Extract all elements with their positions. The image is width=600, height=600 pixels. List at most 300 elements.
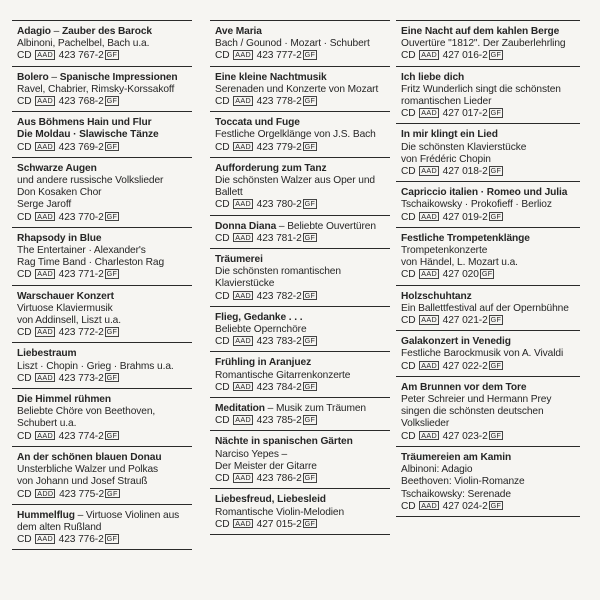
format-label: CD [215,290,230,302]
album-title [17,233,192,245]
format-label: CD [17,50,32,62]
catalog-number-line [215,473,390,485]
catalog-number-line [17,534,192,546]
label-badge: GF [106,50,118,60]
album-description-line: Liszt · Chopin · Grieg · Brahms u.a. [17,360,174,372]
album-entry [396,330,580,376]
album-title-main: Flieg, Gedanke . . . [215,311,303,323]
recording-code-badge: AAD [421,315,437,325]
album-description-line: Ouvertüre "1812". Der Zauberlehrling [401,38,566,50]
album-entry [210,20,390,66]
recording-code-badge: AAD [37,534,53,544]
album-entry [396,66,580,124]
album-title [17,26,192,38]
catalog-number: 427 021-2 [442,315,488,327]
album-entry [12,342,192,388]
album-description-line: Festliche Orgelklänge von J.S. Bach [215,129,376,141]
album-title [17,117,192,129]
catalog-number: 423 767-2 [58,50,104,62]
catalog-number: 423 782-2 [256,290,302,302]
format-label: CD [17,430,32,442]
recording-code-badge: AAD [421,166,437,176]
format-label: CD [215,50,230,62]
album-description-line: Beliebte Chöre von Beethoven, [17,406,156,418]
album-description-line: Festliche Barockmusik von A. Vivaldi [401,348,564,360]
label-badge: GF [106,327,118,337]
album-entry [210,111,390,157]
catalog-sheet [12,20,588,598]
album-title-main: Die Himmel rühmen [17,394,111,406]
album-entry [396,123,580,181]
album-description: Virtuose Violinen aus [85,509,180,521]
album-title-main: Frühling in Aranjuez [215,357,312,369]
catalog-number: 423 769-2 [58,141,104,153]
label-badge: GF [490,315,502,325]
format-label: CD [215,415,230,427]
album-description-line: und andere russische Volkslieder [17,175,164,187]
album-title [401,452,580,464]
label-badge: GF [490,166,502,176]
catalog-number: 427 016-2 [442,50,488,62]
album-title [215,494,390,506]
label-badge: GF [490,108,502,118]
album-description-line: Unsterbliche Walzer und Polkas [17,464,159,476]
catalog-number: 427 023-2 [442,430,488,442]
album-description-line: von Addinsell, Liszt u.a. [17,315,121,327]
album-description-line: Tschaikowsky · Prokofieff · Berlioz [401,199,552,211]
album-title-main: Nächte in spanischen Gärten [215,436,353,448]
album-title-main: Hummelflug [17,509,75,521]
catalog-number-line [401,269,580,281]
catalog-number-line [401,431,580,443]
format-label: CD [215,199,230,211]
album-entry [210,248,390,306]
album-description-line: von Johann und Josef Strauß [17,476,148,488]
catalog-number-line [215,382,390,394]
catalog-number-line [215,519,390,531]
format-label: CD [17,488,32,500]
catalog-number-line [17,96,192,108]
label-badge: GF [106,430,118,440]
catalog-number-line [17,327,192,339]
album-description-line: Die schönsten romantischen [215,266,341,278]
catalog-number: 427 017-2 [442,108,488,120]
catalog-number-line [215,336,390,348]
album-title [215,312,390,324]
catalog-number: 423 775-2 [59,488,105,500]
recording-code-badge: AAD [235,141,251,151]
album-description-line: Beliebte Opernchöre [215,324,307,336]
catalog-number-line [215,50,390,62]
catalog-number: 427 019-2 [442,211,488,223]
catalog-number-line [17,373,192,385]
album-title [17,291,192,303]
recording-code-badge: AAD [37,327,53,337]
catalog-number: 423 768-2 [58,96,104,108]
album-entry [210,397,390,430]
recording-code-badge: AAD [235,518,251,528]
recording-code-badge: AAD [421,50,437,60]
album-entry [12,111,192,157]
format-label: CD [215,336,230,348]
label-badge: GF [106,372,118,382]
catalog-number-line [215,415,390,427]
album-entry [210,351,390,397]
catalog-number: 427 015-2 [256,518,302,530]
album-description-line: The Entertainer · Alexander's [17,245,146,257]
album-description-line: Beethoven: Violin-Romanze [401,476,525,488]
format-label: CD [401,360,416,372]
label-badge: GF [490,360,502,370]
album-description-line: Albinoni: Adagio [401,464,473,476]
label-badge: GF [304,141,316,151]
album-title-main: Schwarze Augen [17,162,97,174]
catalog-number-line [401,212,580,224]
album-entry [12,157,192,227]
album-description-line: Serge Jaroff [17,199,72,211]
album-title [17,348,192,360]
label-badge: GF [304,473,316,483]
album-entry [12,285,192,343]
album-title-main: Bolero [17,71,49,83]
album-title-main: Festliche Trompetenklänge [401,232,530,244]
label-badge: GF [304,290,316,300]
album-description-line: Trompetenkonzerte [401,245,488,257]
album-entry [210,306,390,352]
recording-code-badge: AAD [235,50,251,60]
album-entry [396,285,580,331]
label-badge: GF [481,269,493,279]
album-description-line: Volkslieder [401,418,450,430]
album-description-line: von Frédéric Chopin [401,153,491,165]
album-description-line: Der Meister der Gitarre [215,460,317,472]
label-badge: GF [304,96,316,106]
album-title-main: Holzschuhtanz [401,290,472,302]
catalog-number: 427 020 [442,269,479,281]
album-title-main: Donna Diana [215,220,277,232]
format-label: CD [401,430,416,442]
album-entry [396,20,580,66]
catalog-number-line [17,212,192,224]
recording-code-badge: AAD [37,96,53,106]
album-title-main: Träumereien am Kamin [401,451,512,463]
column-end-rule [210,534,390,535]
album-title-main: An der schönen blauen Donau [17,451,162,463]
recording-code-badge: AAD [421,500,437,510]
catalog-number: 423 773-2 [58,372,104,384]
catalog-number: 427 022-2 [442,360,488,372]
album-title-main: Ave Maria [215,26,262,37]
catalog-number-line [401,315,580,327]
recording-code-badge: AAD [37,141,53,151]
format-label: CD [215,96,230,108]
catalog-number-line [17,431,192,443]
album-title-main: Am Brunnen vor dem Tore [401,381,527,393]
album-description-line: Schubert u.a. [17,418,77,430]
album-description-line: Fritz Wunderlich singt die schönsten [401,83,561,95]
album-entry [210,66,390,112]
album-title-main: Aus Böhmens Hain und Flur [17,117,152,129]
album-title-main: Aufforderung zum Tanz [215,162,327,174]
recording-code-badge: AAD [235,381,251,391]
album-title-main: Ich liebe dich [401,71,465,83]
album-entry [396,181,580,227]
album-title-main: Adagio [17,26,51,37]
album-description-line: Ein Ballettfestival auf der Opernbühne [401,302,569,314]
album-title [17,163,192,175]
album-description-line: Die schönsten Walzer aus Oper und [215,175,375,187]
album-entry [12,20,192,66]
format-label: CD [401,50,416,62]
label-badge: GF [304,381,316,391]
format-label: CD [17,372,32,384]
recording-code-badge: AAD [37,430,53,440]
recording-code-badge: AAD [421,211,437,221]
album-description-line: Die schönsten Klavierstücke [401,141,527,153]
recording-code-badge: AAD [235,199,251,209]
label-badge: GF [490,430,502,440]
album-title-main: Eine kleine Nachtmusik [215,71,327,83]
album-title-second-line: Die Moldau · Slawische Tänze [17,129,159,141]
label-badge: GF [304,518,316,528]
album-title-main: Toccata und Fuge [215,117,300,129]
format-label: CD [17,211,32,223]
album-title-main: Meditation [215,403,265,415]
album-description: Musik zum Träumen [275,403,366,415]
recording-code-badge: AAD [235,473,251,483]
format-label: CD [17,141,32,153]
catalog-column-1 [12,20,192,550]
format-label: CD [215,473,230,485]
album-entry [210,215,390,248]
catalog-number: 423 774-2 [58,430,104,442]
album-entry [12,66,192,112]
catalog-number: 423 776-2 [58,534,104,546]
catalog-number: 423 771-2 [58,269,104,281]
catalog-number-line [17,489,192,501]
title-separator: – [74,509,86,521]
album-title [215,436,390,448]
album-title [401,233,580,245]
recording-code-badge: AAD [421,108,437,118]
catalog-number: 423 781-2 [256,232,302,244]
album-title [401,336,580,348]
label-badge: GF [304,415,316,425]
catalog-number: 423 786-2 [256,473,302,485]
album-title-main: Liebesfreud, Liebesleid [215,494,326,506]
album-title [215,72,390,84]
album-title-main: Galakonzert in Venedig [401,336,511,348]
label-badge: GF [304,336,316,346]
column-end-rule [12,549,192,550]
album-title-main: Liebestraum [17,348,77,360]
album-entry [396,376,580,446]
album-description-line: Ballett [215,187,243,199]
label-badge: GF [106,96,118,106]
title-separator: – [48,71,60,83]
album-entry [210,157,390,215]
format-label: CD [215,141,230,153]
recording-code-badge: ADD [37,488,54,498]
album-description-line: Albinoni, Pachelbel, Bach u.a. [17,38,150,50]
catalog-column-2 [210,20,390,535]
album-title-main: Rhapsody in Blue [17,232,102,244]
album-description-line: Ravel, Chabrier, Rimsky-Korssakoff [17,83,175,95]
album-title-main: In mir klingt ein Lied [401,129,498,141]
album-description-line: singen die schönsten deutschen [401,406,544,418]
album-description-line: Peter Schreier und Hermann Prey [401,394,552,406]
format-label: CD [17,534,32,546]
catalog-number: 427 018-2 [442,166,488,178]
format-label: CD [401,269,416,281]
catalog-number: 427 024-2 [442,500,488,512]
album-title [215,357,390,369]
catalog-number: 423 783-2 [256,336,302,348]
album-description: Beliebte Ouvertüren [287,220,376,232]
catalog-number-line [401,166,580,178]
album-entry [12,504,192,550]
album-title [215,26,390,38]
album-description-line: Serenaden und Konzerte von Mozart [215,83,379,95]
catalog-number: 423 778-2 [256,96,302,108]
label-badge: GF [106,269,118,279]
recording-code-badge: AAD [421,269,437,279]
album-title-main: Warschauer Konzert [17,290,114,302]
album-entry [12,388,192,446]
title-separator: – [264,403,276,415]
format-label: CD [401,166,416,178]
label-badge: GF [304,199,316,209]
label-badge: GF [490,500,502,510]
catalog-number-line [215,96,390,108]
album-subtitle: Spanische Impressionen [59,71,178,83]
catalog-number: 423 784-2 [256,381,302,393]
album-description-line: dem alten Rußland [17,521,102,533]
catalog-column-3 [396,20,580,517]
album-description-line: Romantische Gitarrenkonzerte [215,369,351,381]
catalog-number-line [215,233,390,245]
format-label: CD [401,500,416,512]
format-label: CD [401,211,416,223]
recording-code-badge: AAD [235,415,251,425]
album-entry [210,430,390,488]
album-title [401,187,580,199]
label-badge: GF [304,232,316,242]
recording-code-badge: AAD [37,50,53,60]
label-badge: GF [106,141,118,151]
album-description-line: Narciso Yepes – [215,448,288,460]
catalog-number: 423 772-2 [58,327,104,339]
format-label: CD [215,518,230,530]
catalog-number: 423 779-2 [256,141,302,153]
album-description-line: Virtuose Klaviermusik [17,302,113,314]
album-description-line: von Händel, L. Mozart u.a. [401,257,518,269]
album-title [215,163,390,175]
album-title [215,117,390,129]
title-separator: – [276,220,288,232]
format-label: CD [215,232,230,244]
album-entry [210,488,390,534]
album-subtitle: Zauber des Barock [61,26,152,37]
recording-code-badge: AAD [235,96,251,106]
recording-code-badge: AAD [37,211,53,221]
album-description-line: Tschaikowsky: Serenade [401,488,511,500]
album-description-line: Don Kosaken Chor [17,187,102,199]
catalog-number: 423 785-2 [256,415,302,427]
album-description-line: Romantische Violin-Melodien [215,506,345,518]
album-title [215,254,390,266]
catalog-number-line [401,361,580,373]
catalog-number: 423 770-2 [58,211,104,223]
catalog-number-line [17,269,192,281]
album-description-line: Klavierstücke [215,278,275,290]
album-description-line: Bach / Gounod · Mozart · Schubert [215,38,370,50]
album-title-main: Capriccio italien · Romeo und Julia [401,187,568,199]
album-description-line: romantischen Lieder [401,96,492,108]
recording-code-badge: AAD [235,290,251,300]
title-separator: – [50,26,62,37]
catalog-number-line [401,501,580,513]
label-badge: GF [106,534,118,544]
label-badge: GF [106,211,118,221]
album-description-line: Rag Time Band · Charleston Rag [17,257,165,269]
catalog-number-line [215,291,390,303]
label-badge: GF [107,488,118,498]
format-label: CD [401,315,416,327]
album-title [401,72,580,84]
label-badge: GF [490,50,502,60]
album-entry [396,227,580,285]
album-title [17,72,192,84]
label-badge: GF [304,50,316,60]
album-title-main: Träumerei [215,254,263,266]
catalog-number-line [401,108,580,120]
catalog-number-line [17,50,192,62]
format-label: CD [17,327,32,339]
album-entry [12,446,192,504]
recording-code-badge: AAD [37,372,53,382]
recording-code-badge: AAD [235,232,251,242]
album-title [401,129,580,141]
catalog-number: 423 780-2 [256,199,302,211]
album-entry [396,446,580,516]
format-label: CD [17,269,32,281]
album-title [215,221,390,233]
recording-code-badge: AAD [235,336,251,346]
catalog-number-line [401,50,580,62]
format-label: CD [17,96,32,108]
format-label: CD [401,108,416,120]
recording-code-badge: AAD [37,269,53,279]
column-end-rule [396,516,580,517]
recording-code-badge: AAD [421,360,437,370]
label-badge: GF [490,211,502,221]
album-title [17,452,192,464]
album-title [401,291,580,303]
recording-code-badge: AAD [421,430,437,440]
album-title [17,510,192,522]
album-title-main: Eine Nacht auf dem kahlen Berge [401,26,560,37]
album-title [17,394,192,406]
catalog-number: 423 777-2 [256,50,302,62]
format-label: CD [215,381,230,393]
album-title [401,382,580,394]
catalog-number-line [215,199,390,211]
album-title [215,403,390,415]
album-entry [12,227,192,285]
album-title [401,26,580,38]
catalog-number-line [215,142,390,154]
